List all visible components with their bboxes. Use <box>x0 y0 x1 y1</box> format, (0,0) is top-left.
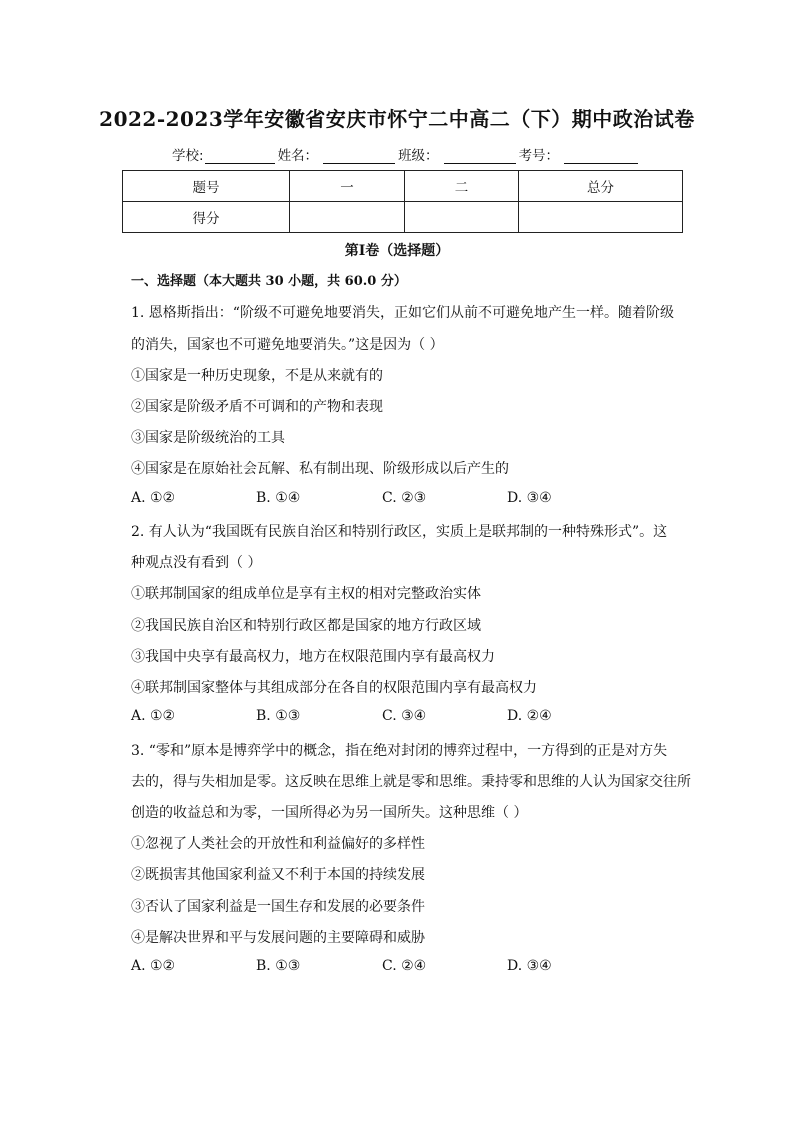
option-a[interactable]: A. ①② <box>131 490 176 506</box>
option-b[interactable]: B. ①③ <box>256 958 301 974</box>
score-table-score-row <box>123 202 683 233</box>
question-1-statement: ③国家是阶级统治的工具 <box>131 430 285 446</box>
score-table <box>122 170 683 233</box>
score-table-header-row <box>123 171 683 202</box>
section-title: 第I卷（选择题） <box>344 243 450 259</box>
class-label: 班级： <box>398 148 439 164</box>
option-d[interactable]: D. ③④ <box>507 958 552 974</box>
option-b[interactable]: B. ①③ <box>256 708 301 724</box>
option-a[interactable]: A. ①② <box>131 958 176 974</box>
question-3-line: 去的，得与失相加是零。这反映在思维上就是零和思维。秉持零和思维的人认为国家交往所 <box>131 774 691 790</box>
question-1-line: 的消失，国家也不可避免地要消失。”这是因为（ ） <box>131 337 444 353</box>
name-blank <box>323 149 395 164</box>
option-a[interactable]: A. ①② <box>131 708 176 724</box>
student-info-line <box>172 144 652 164</box>
question-3-line: 创造的收益总和为零，一国所得必为另一国所失。这种思维（ ） <box>131 805 528 821</box>
score-input-cell[interactable] <box>405 202 519 233</box>
exam-number-blank <box>564 149 638 164</box>
option-d[interactable]: D. ②④ <box>507 708 552 724</box>
school-blank <box>205 149 275 164</box>
option-b[interactable]: B. ①④ <box>256 490 301 506</box>
score-table-cell: 总分 <box>519 171 683 202</box>
question-3-statement: ②既损害其他国家利益又不利于本国的持续发展 <box>131 867 425 883</box>
school-label: 学校: <box>172 148 204 164</box>
exam-title: 2022-2023学年安徽省安庆市怀宁二中高二（下）期中政治试卷 <box>99 107 695 131</box>
question-1-options <box>131 490 691 510</box>
question-3-statement: ③否认了国家利益是一国生存和发展的必要条件 <box>131 899 425 915</box>
question-2-statement: ③我国中央享有最高权力，地方在权限范围内享有最高权力 <box>131 649 495 665</box>
score-input-cell[interactable] <box>290 202 405 233</box>
class-blank <box>444 149 516 164</box>
question-1-statement: ④国家是在原始社会瓦解、私有制出现、阶级形成以后产生的 <box>131 461 509 477</box>
question-2-line: 2. 有人认为“我国既有民族自治区和特别行政区，实质上是联邦制的一种特殊形式”。这 <box>131 524 668 540</box>
option-c[interactable]: C. ③④ <box>382 708 427 724</box>
question-2-statement: ④联邦制国家整体与其组成部分在各自的权限范围内享有最高权力 <box>131 680 537 696</box>
score-input-cell[interactable] <box>519 202 683 233</box>
option-d[interactable]: D. ③④ <box>507 490 552 506</box>
score-table-cell: 二 <box>405 171 519 202</box>
score-table-cell: 得分 <box>123 202 290 233</box>
exam-number-label: 考号： <box>518 148 560 164</box>
question-3-statement: ①忽视了人类社会的开放性和利益偏好的多样性 <box>131 836 425 852</box>
score-table-cell: 题号 <box>123 171 290 202</box>
question-3-statement: ④是解决世界和平与发展问题的主要障碍和威胁 <box>131 930 425 946</box>
name-label: 姓名： <box>277 148 319 164</box>
question-2-options <box>131 708 691 728</box>
option-c[interactable]: C. ②④ <box>382 958 427 974</box>
part-heading: 一、选择题（本大题共 30 小题，共 60.0 分） <box>131 274 407 289</box>
question-1-statement: ②国家是阶级矛盾不可调和的产物和表现 <box>131 399 383 415</box>
question-1-line: 1. 恩格斯指出：“阶级不可避免地要消失，正如它们从前不可避免地产生一样。随着阶级 <box>131 305 674 321</box>
question-2-statement: ①联邦制国家的组成单位是享有主权的相对完整政治实体 <box>131 586 481 602</box>
question-1-statement: ①国家是一种历史现象，不是从来就有的 <box>131 368 383 384</box>
question-3-line: 3. “零和”原本是博弈学中的概念，指在绝对封闭的博弈过程中，一方得到的正是对方失 <box>131 743 668 759</box>
score-table-cell: 一 <box>290 171 405 202</box>
question-2-statement: ②我国民族自治区和特别行政区都是国家的地方行政区域 <box>131 618 481 634</box>
question-2-line: 种观点没有看到（ ） <box>131 555 262 571</box>
question-3-options <box>131 958 691 978</box>
option-c[interactable]: C. ②③ <box>382 490 427 506</box>
